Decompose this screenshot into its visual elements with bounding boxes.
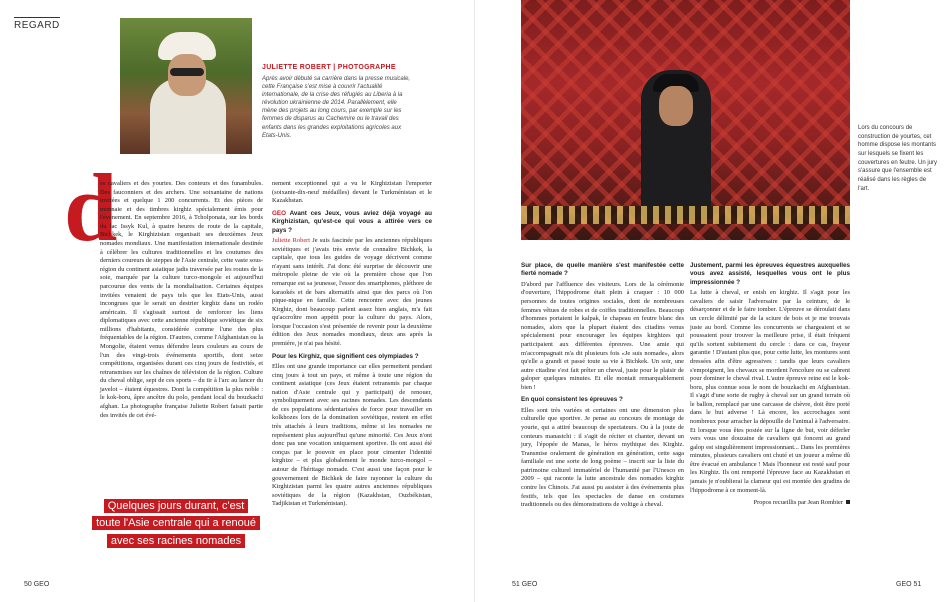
page-number-right-outer: GEO 51 [896,581,922,588]
question: En quoi consistent les épreuves ? [521,396,623,404]
answer-text: Je suis fascinée par les anciennes républiques soviétiques et j'avais très envie de connaître Bichkek, la capitale, que tous les guides de voyage décrivent comme n'ayant sans intérêt. J'ai donc été surprise de découvrir une métropole pleine de vie où la première chose que l'on remarque est sa jeunesse, l'essor des smartphones, pléthore de karaokés et de bars alternatifs ainsi que des parcs où l'on pique-nique en famille. Cette rencontre avec des jeunes Kirghiz, dont beaucoup parlent assez bien anglais, m'a fait qu'accroître mon appétit pour la culture du pays. Alors, lorsque l'occasion s'est présentée de revenir pour la deuxième édition des Jeux nomades mondiaux, deux ans après la première, je n'ai pas hésité. [272,237,432,347]
photo-caption: Lors du concours de construction de yourtes, cet homme dispose les montants sur lesquels se fixent les couvertures en feutre. Un jury s'assure que l'ensemble est réalisé dans les règles de l'art. [858,125,938,192]
question: Justement, parmi les épreuves équestres auxquelles vous avez assisté, lesquelles vous ont le plus impressionnée ? [690,262,850,286]
page-number-left: 50 GEO [24,581,50,588]
intro-paragraph: es cavaliers et des yourtes. Des conteurs et des funambules. Des fauconniers et des archers. Une soixantaine de nations invitées et quelque 1 200 concurrents. Et des pièces de monnaie et des timbres kirghiz spécialement émis pour l'événement. En septembre 2016, à Tcholponata, sur les bords du lac Issyk Kul, à quatre heures de route de la capitale, Bichkek, le Kirghizistan organisait ses deuxièmes Jeux nomades mondiaux. Une manifestation internationale destinée à célébrer les cultures traditionnelles et les coutumes des derniers coureurs de steppes de l'Asie centrale, cette vaste sous-région du continent asiatique jadis traversée par les routes de la soie, marquée par la culture turco-mongole et aujourd'hui parcourue des vents de la mondialisation. Certaines équipes invitées venaient de pays tels que les Etats-Unis, aussi incongrues que le serait un destrier kirghiz dans un rodéo américain. Il s'agissait surtout de renforcer les liens diplomatiques avec cette ancienne république soviétique de six millions d'habitants, considérée comme l'une des plus fréquentables de la région. D'autres, comme l'Afghanistan ou la Mongolie, étaient venus défendre leurs couleurs au cours de l'un des vingt-trois événements sportifs, dont seize compétitions, organisées durant ces cinq jours de festivités, et retransmises sur les chaînes de télévision de la région. Culture du cheval oblige, sept de ces sports – du tir à l'arc au lancer du javelot – étaient équestres. Dont la compétition la plus noble : le kok-boru, âpre ancêtre du polo, pendant local du bouzkachi afghan. La photographe française Juliette Robert faisait partie des invités de cet évé- [100,180,263,419]
question-text: Avant ces Jeux, vous aviez déjà voyagé au Kirghizistan, qu'est-ce qui vous a attirée vers ce pays ? [272,209,432,234]
article-column-2 [272,180,432,513]
pull-quote [92,498,260,550]
credit-text: Propos recueillis par Jean Rombier [753,499,843,507]
answer: Elles sont très variées et certaines ont une dimension plus culturelle que sportive. Je pense au concours de montage de yourte, qui a attiré beaucoup de spectateurs. Ou à la joute de conteurs manastchi : il s'agit de réciter et chanter, devant un jury, l'épopée de Manas, le héros mythique des Kirghiz. Transmise oralement de génération en génération, cette saga familiale est une sorte de long poème – inscrit sur la liste du patrimoine culturel immatériel de l'humanité par l'Unesco en 2009 – qui raconte la lutte ancestrale des nomades kirghiz contre les Chinois. J'ai aussi pu assister à des événements plus festifs, tels que les spectacles de danse en costumes traditionnels ou des démonstrations de voltige à cheval. [521,406,684,509]
photographer-box [262,64,412,140]
answer: D'abord par l'affluence des visiteurs. Lors de la cérémonie d'ouverture, l'hippodrome était plein à craquer : 10 000 personnes de toutes origines sociales, dont de nombreuses femmes vêtues de robes et de coiffes traditionnelles. Beaucoup d'hommes portaient le kalpak, le chapeau en feutre blanc des nomades, alors que la plupart étaient des citadins venus spécialement pour encourager les équipes kirghizes qui participaient aux différentes épreuves. Une amie qui m'accompagnait m'a dit plusieurs fois «Je suis nomade», alors qu'elle a grandi et passé toute sa vie à Bichkek. Un soir, une autre citadine s'est fait prêter un cheval, juste pour le plaisir de galoper quelques minutes. Et elle montait remarquablement bien ! [521,280,684,391]
section-label: REGARD [14,17,60,31]
page-number-right-inner: 51 GEO [512,581,538,588]
geo-label: GEO [272,209,286,217]
answer [272,237,432,349]
answer: La lutte à cheval, er enish en kirghiz. Il s'agit pour les cavaliers de saisir l'adversaire par la ceinture, de le désarçonner et de le faire tomber. L'épreuve se déroulait dans un cercle délimité par de la sciure de bois et je me trouvais juste au bord. Comme les concurrents se chargeaient et se poussaient pour trouver la meilleure prise, il était fréquent qu'ils sortent subitement du cercle : dans ce cas, frayeur garantie ! D'autant plus que, pour cette lutte, les montures sont dressées afin d'être agressives : tandis que leurs cavaliers s'empoignent, les chevaux se mordent l'encolure ou se cabrent pour dominer le cheval rival. L'autre épreuve reine est le kok-boru, plus connue sous le nom de bouzkachi en Afghanistan. Il s'agit d'une sorte de rugby à cheval sur un grand terrain où le ballon, remplacé par une carcasse de chèvre, doit être porté dans le but adverse ! Là encore, les accrochages sont nombreux pour arracher la dépouille de l'animal à l'adversaire. Et lorsque vous êtes postée sur la ligne de but, voir déferler vers vous une douzaine de cavaliers qui foncent au grand galop est singulièrement impressionnant... Dans les premières minutes, plusieurs cavaliers ont chuté et un joueur a même dû être évacué en ambulance ! Mais l'honneur est resté sauf pour les Kirghiz. Ils ont remporté l'épreuve face au Kazakhstan et jamais je n'oublierai la clameur qui est montée des gradins de l'hippodrome à ce moment-là. [690,289,850,494]
interview-credit [690,499,850,508]
photographer-name: JULIETTE ROBERT | PHOTOGRAPHE [262,64,396,71]
article-column-3 [521,262,684,514]
answer: Elles ont une grande importance car elles permettent pendant cinq jours à tout un pays, et même à toute une région du continent asiatique (ces Jeux étaient retransmis par chaque nation d'Asie centrale qui y participait) de renouer, symboliquement avec ses racines nomades. Les descendants de ces populations sédentarisées de force pour travailler en kolkhozes lors de la domination soviétique, restent en effet très attachés à leurs traditions, même si les nomades ne représentent plus aujourd'hui qu'une minorité. Ces Jeux n'ont donc pas une vocation uniquement sportive. Ils ont aussi été conçus par le pouvoir en place pour cimenter l'identité kirghize – et plus globalement le monde turco-mongol – autour de l'héritage nomade. C'est aussi une façon pour le gouvernement de Bichkek de faire rayonner la culture du Kirghizistan parmi les quatre autres anciennes républiques soviétiques de la région (Kazakhstan, Ouzbékistan, Tadjikistan et Turkménistan). [272,363,432,508]
pull-quote-line-3: avec ses racines nomades [107,534,245,548]
answer-speaker: Juliette Robert [272,237,311,245]
pull-quote-line-2: toute l'Asie centrale qui a renoué [92,516,260,530]
drop-cap: d [64,154,118,261]
pull-quote-line-1: Quelques jours durant, c'est [104,499,249,513]
end-mark-icon [846,500,850,504]
photographer-bio: Après avoir débuté sa carrière dans la presse musicale, cette Française s'est mise à couvrir l'actualité internationale, de la crise des réfugiés au Liberia à la révolution ukrainienne de 2014. Parallèlement, elle mène des projets au long cours, par exemple sur les femmes de disparus au Cachemire ou le travail des enfants dans les grandes exploitations agricoles aux Etats-Unis. [262,76,411,139]
photographer-portrait [120,18,252,154]
question: Sur place, de quelle manière s'est manifestée cette fierté nomade ? [521,262,684,278]
article-column-1 [100,180,263,424]
yurt-construction-photo [521,0,850,240]
question [272,210,432,235]
paragraph: nement exceptionnel qui a vu le Kirghizistan l'emporter (soixante-dix-neuf médailles) devant le Turkménistan et le Kazakhstan. [272,180,432,205]
question: Pour les Kirghiz, que signifient ces olympiades ? [272,352,419,360]
article-column-4 [690,262,850,508]
